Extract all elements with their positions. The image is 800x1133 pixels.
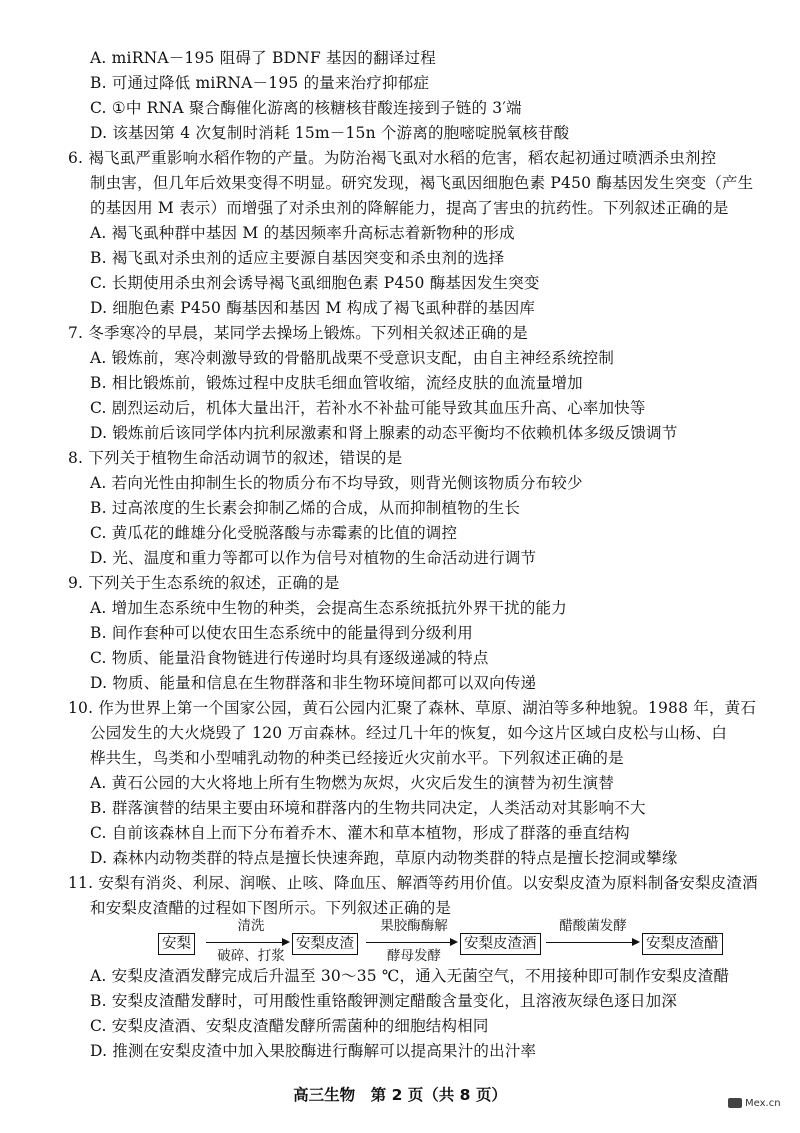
q11-option-c: C. 安梨皮渣酒、安梨皮渣醋发酵所需菌种的细胞结构相同	[90, 1017, 489, 1035]
flow-label-bottom: 破碎、打浆	[217, 948, 285, 964]
q10-option-c: C. 自前该森林自上而下分布着乔木、灌木和草本植物，形成了群落的垂直结构	[90, 824, 630, 842]
flow-box-wine: 安梨皮渣酒	[460, 933, 541, 955]
q6-option-b: B. 褐飞虱对杀虫剂的适应主要源自基因突变和杀虫剂的选择	[90, 249, 505, 267]
q11-option-d: D. 推测在安梨皮渣中加入果胶酶进行酶解可以提高果汁的出汁率	[90, 1042, 537, 1060]
q6-option-d: D. 细胞色素 P450 酶基因和基因 M 构成了褐飞虱种群的基因库	[90, 299, 536, 317]
q10-option-d: D. 森林内动物类群的特点是擅长快速奔跑，草原内动物类群的特点是擅长挖洞或攀缘	[90, 849, 678, 867]
q10-stem-line: 公园发生的大火烧毁了 120 万亩森林。经过几十年的恢复，如今这片区域白皮松与山杨、白	[90, 724, 728, 742]
flow-box-pear: 安梨	[158, 933, 195, 955]
q9-stem-line: 9. 下列关于生态系统的叙述，正确的是	[68, 574, 340, 592]
q9-option-c: C. 物质、能量沿食物链进行传递时均具有逐级递减的特点	[90, 649, 489, 667]
q10-stem-line: 桦共生，鸟类和小型哺乳动物的种类已经接近火灾前水平。下列叙述正确的是	[90, 749, 624, 767]
q10-stem-line: 10. 作为世界上第一个国家公园，黄石公园内汇聚了森林、草原、湖泊等多种地貌。1988 年，黄石	[68, 699, 757, 717]
watermark-logo-icon	[728, 1098, 742, 1108]
flow-label-bottom: 酵母发酵	[387, 948, 441, 964]
q8-option-c: C. 黄瓜花的雌雄分化受脱落酸与赤霉素的比值的调控	[90, 524, 458, 542]
q6-option-a: A. 褐飞虱种群中基因 M 的基因频率升高标志着新物种的形成	[90, 224, 515, 242]
q9-option-b: B. 间作套种可以使农田生态系统中的能量得到分级利用	[90, 624, 473, 642]
flow-arrow	[206, 942, 288, 943]
q11-stem-line: 11. 安梨有消炎、利尿、润喉、止咳、降血压、解酒等药用价值。以安梨皮渣为原料制备安梨皮渣酒	[68, 874, 758, 892]
q9-option-a: A. 增加生态系统中生物的种类，会提高生态系统抵抗外界干扰的能力	[90, 599, 567, 617]
q7-option-d: D. 锻炼前后该同学体内抗利尿激素和肾上腺素的动态平衡均不依赖机体多级反馈调节	[90, 424, 678, 442]
flow-box-pomace: 安梨皮渣	[292, 933, 358, 955]
process-flow-diagram	[158, 918, 719, 964]
q5-option-c: C. ①中 RNA 聚合酶催化游离的核糖核苷酸连接到子链的 3′端	[90, 99, 522, 117]
flow-label-top: 清洗	[237, 918, 265, 934]
q8-option-a: A. 若向光性由抑制生长的物质分布不均导致，则背光侧该物质分布较少	[90, 474, 583, 492]
flow-arrow	[366, 942, 456, 943]
q6-stem-line: 的基因用 M 表示）而增强了对杀虫剂的降解能力，提高了害虫的抗药性。下列叙述正确的是	[90, 199, 729, 217]
q7-option-b: B. 相比锻炼前，锻炼过程中皮肤毛细血管收缩，流经皮肤的血流量增加	[90, 374, 583, 392]
q7-option-a: A. 锻炼前，寒冷刺激导致的骨骼肌战栗不受意识支配，由自主神经系统控制	[90, 349, 615, 367]
q5-option-d: D. 该基因第 4 次复制时消耗 15m－15n 个游离的胞嘧啶脱氧核苷酸	[90, 124, 570, 142]
flow-label-top: 果胶酶酶解	[380, 918, 448, 934]
watermark-text: Mex.cn	[745, 1098, 781, 1109]
q6-stem-line: 6. 褐飞虱严重影响水稻作物的产量。为防治褐飞虱对水稻的危害，稻农起初通过喷洒杀虫剂控	[68, 149, 717, 167]
flow-label-top: 醋酸菌发酵	[559, 918, 627, 934]
page-footer: 高三生物 第 2 页（共 8 页）	[293, 1086, 507, 1104]
q8-stem-line: 8. 下列关于植物生命活动调节的叙述，错误的是	[68, 449, 403, 467]
q5-option-b: B. 可通过降低 miRNA－195 的量来治疗抑郁症	[90, 74, 430, 92]
flow-arrow	[546, 942, 638, 943]
q6-option-c: C. 长期使用杀虫剂会诱导褐飞虱细胞色素 P450 酶基因发生突变	[90, 274, 540, 292]
flow-box-vinegar: 安梨皮渣醋	[642, 933, 723, 955]
q6-stem-line: 制虫害，但几年后效果变得不明显。研究发现，褐飞虱因细胞色素 P450 酶基因发生突变（产生	[90, 174, 754, 192]
q10-option-a: A. 黄石公园的大火将地上所有生物燃为灰烬，火灾后发生的演替为初生演替	[90, 774, 615, 792]
q9-option-d: D. 物质、能量和信息在生物群落和非生物环境间都可以双向传递	[90, 674, 537, 692]
q8-option-d: D. 光、温度和重力等都可以作为信号对植物的生命活动进行调节	[90, 549, 537, 567]
q11-stem-line: 和安梨皮渣醋的过程如下图所示。下列叙述正确的是	[90, 899, 452, 917]
q7-option-c: C. 剧烈运动后，机体大量出汗，若补水不补盐可能导致其血压升高、心率加快等	[90, 399, 646, 417]
q5-option-a: A. miRNA－195 阻碍了 BDNF 基因的翻译过程	[90, 49, 436, 67]
q11-option-a: A. 安梨皮渣酒发酵完成后升温至 30～35 ℃，通入无菌空气，不用接种即可制作安梨皮渣醋	[90, 967, 730, 985]
q7-stem-line: 7. 冬季寒冷的早晨，某同学去操场上锻炼。下列相关叙述正确的是	[68, 324, 528, 342]
q11-option-b: B. 安梨皮渣醋发酵时，可用酸性重铬酸钾测定醋酸含量变化，且溶液灰绿色逐日加深	[90, 992, 678, 1010]
q10-option-b: B. 群落演替的结果主要由环境和群落内的生物共同决定，人类活动对其影响不大	[90, 799, 646, 817]
q8-option-b: B. 过高浓度的生长素会抑制乙烯的合成，从而抑制植物的生长	[90, 499, 521, 517]
watermark	[728, 1098, 781, 1109]
